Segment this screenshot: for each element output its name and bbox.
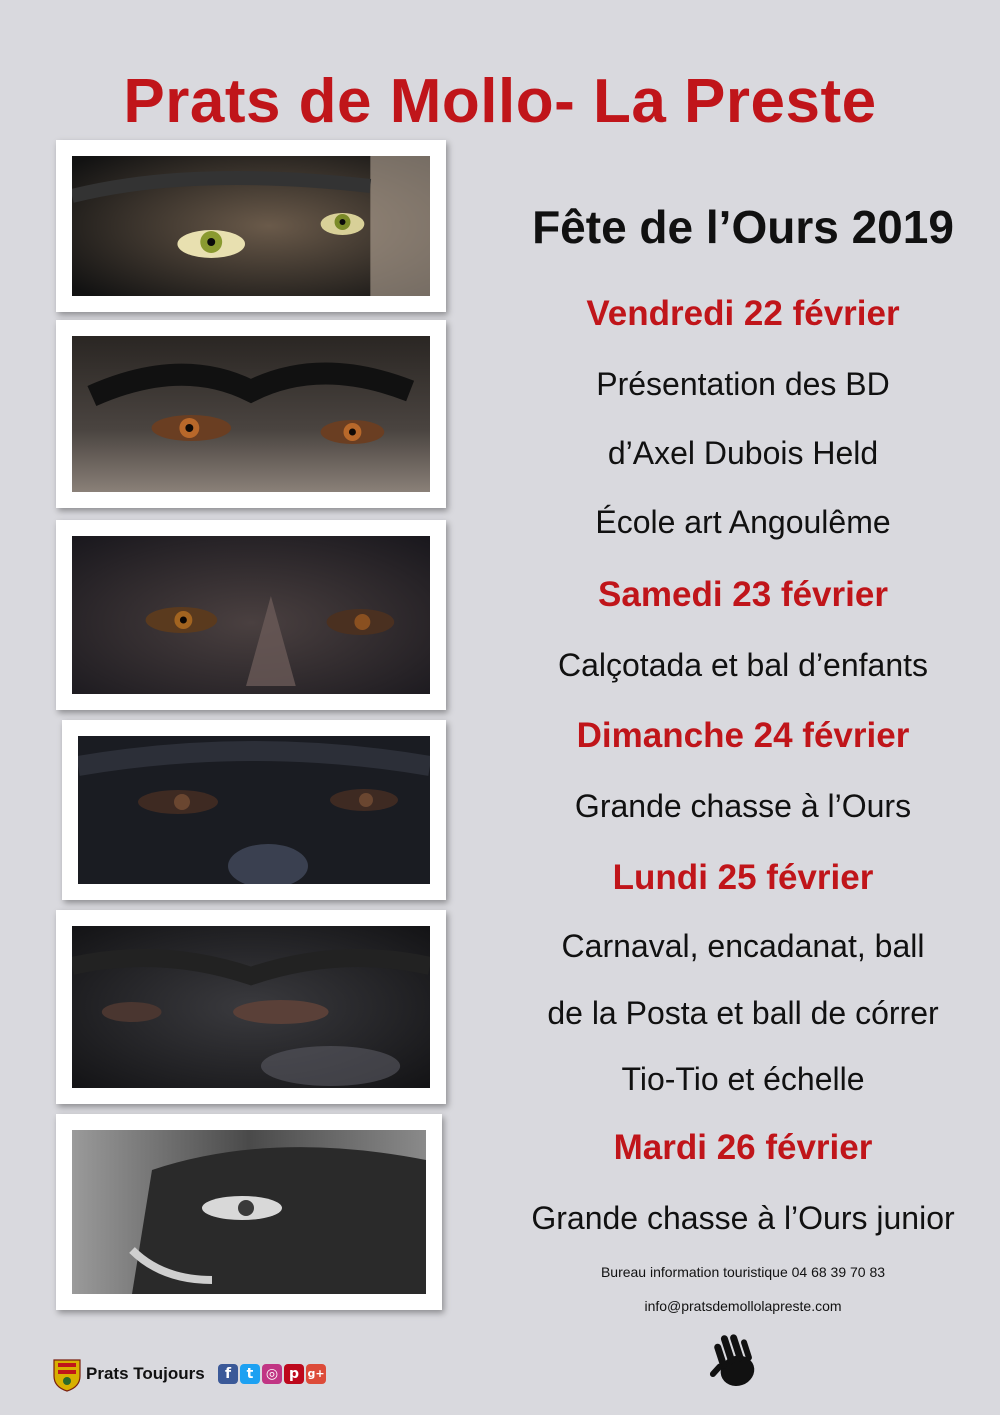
friday-line-1: Présentation des BD <box>596 366 890 402</box>
day-monday: Lundi 25 février <box>612 858 874 897</box>
pinterest-icon[interactable]: p <box>284 1364 304 1384</box>
day-tuesday: Mardi 26 février <box>613 1128 873 1167</box>
eyes-photo-4 <box>62 720 446 900</box>
sunday-line-1: Grande chasse à l’Ours <box>574 788 912 824</box>
tuesday-line-1: Grande chasse à l’Ours junior <box>531 1200 955 1236</box>
google-plus-icon[interactable]: g+ <box>306 1364 326 1384</box>
monday-line-2: de la Posta et ball de córrer <box>547 995 939 1031</box>
event-heading: Fête de l’Ours 2019 <box>532 201 954 253</box>
tourist-office-phone: Bureau information touristique 04 68 39 70 83 <box>600 1264 886 1280</box>
friday-line-2: d’Axel Dubois Held <box>607 435 879 471</box>
eyes-photo-6 <box>56 1114 442 1310</box>
eyes-photo-5 <box>56 910 446 1104</box>
monday-line-3: Tio-Tio et échelle <box>621 1061 865 1097</box>
twitter-icon[interactable]: t <box>240 1364 260 1384</box>
facebook-icon[interactable]: f <box>218 1364 238 1384</box>
logo-text: Prats Toujours <box>86 1364 205 1383</box>
page-title: Prats de Mollo- La Preste <box>123 67 877 136</box>
friday-line-3: École art Angoulême <box>595 504 891 540</box>
day-friday: Vendredi 22 février <box>586 294 900 333</box>
town-crest-icon <box>52 1354 82 1392</box>
instagram-icon[interactable]: ◎ <box>262 1364 282 1384</box>
monday-line-1: Carnaval, encadanat, ball <box>561 928 925 964</box>
program <box>486 0 1000 1415</box>
day-saturday: Samedi 23 février <box>598 575 888 614</box>
handprint-icon <box>700 1325 770 1395</box>
contact-email[interactable]: info@pratsdemollolapreste.com <box>644 1298 842 1314</box>
saturday-line-1: Calçotada et bal d’enfants <box>557 647 929 683</box>
eyes-photo-2 <box>56 320 446 508</box>
eyes-photo-1 <box>56 140 446 312</box>
eyes-photo-3 <box>56 520 446 710</box>
day-sunday: Dimanche 24 février <box>576 716 910 755</box>
